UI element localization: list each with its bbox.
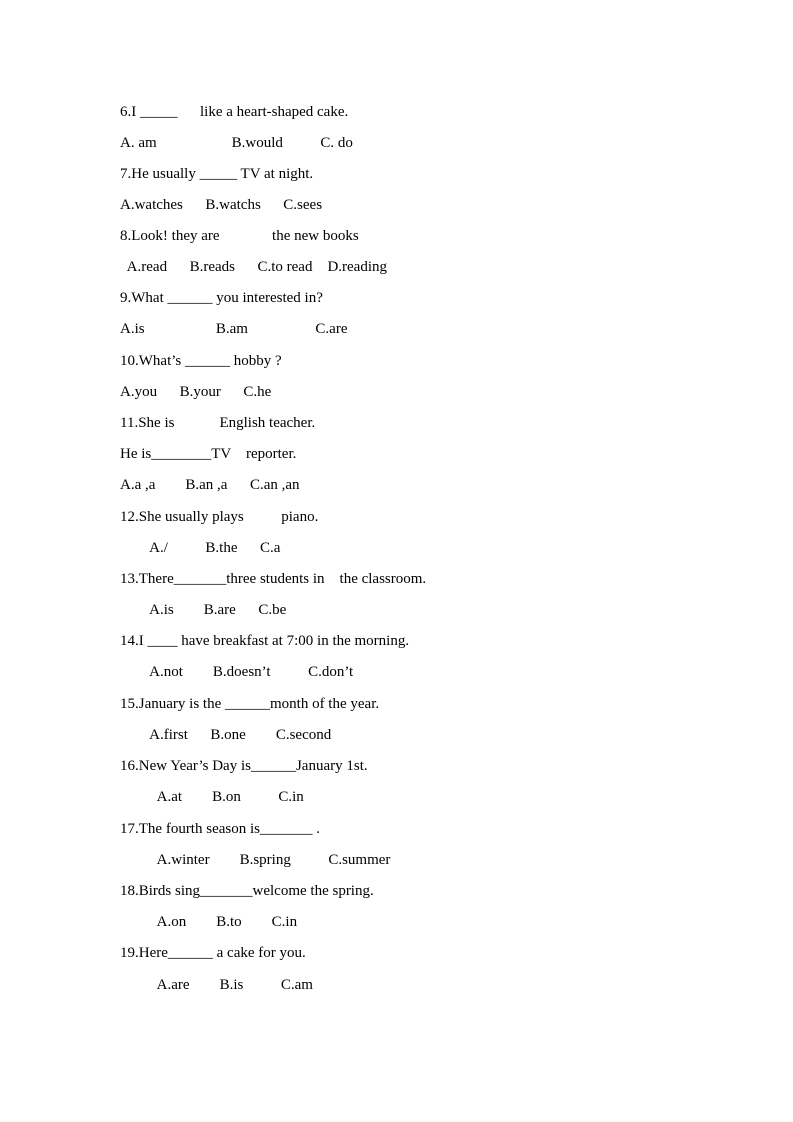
question-10-stem: 10.What’s ______ hobby ? <box>120 353 282 369</box>
question-16-stem: 16.New Year’s Day is______January 1st. <box>120 758 368 774</box>
question-13-stem: 13.There_______three students in the classroom. <box>120 571 427 587</box>
question-18-options: A.on B.to C.in <box>120 914 298 930</box>
question-11-options: A.a ,a B.an ,a C.an ,an <box>120 477 300 493</box>
question-12-stem: 12.She usually plays piano. <box>120 509 319 525</box>
question-17-stem: 17.The fourth season is_______ . <box>120 821 320 837</box>
question-10-options: A.you B.your C.he <box>120 384 272 400</box>
question-18-stem: 18.Birds sing_______welcome the spring. <box>120 883 374 899</box>
question-14-options: A.not B.doesn’t C.don’t <box>120 664 354 680</box>
question-15-options: A.first B.one C.second <box>120 727 332 743</box>
question-14-stem: 14.I ____ have breakfast at 7:00 in the morning. <box>120 633 410 649</box>
question-11-stem-line-2: He is________TV reporter. <box>120 446 297 462</box>
question-16-options: A.at B.on C.in <box>120 789 304 805</box>
question-12-options: A./ B.the C.a <box>120 540 281 556</box>
question-13-options: A.is B.are C.be <box>120 602 287 618</box>
question-7-stem: 7.He usually _____ TV at night. <box>120 166 314 182</box>
question-9-options: A.is B.am C.are <box>120 321 348 337</box>
question-6-stem: 6.I _____ like a heart-shaped cake. <box>120 104 349 120</box>
question-8-stem: 8.Look! they are the new books <box>120 228 359 244</box>
question-11-stem: 11.She is English teacher. <box>120 415 316 431</box>
question-15-stem: 15.January is the ______month of the year. <box>120 696 380 712</box>
question-8-options: A.read B.reads C.to read D.reading <box>120 259 388 275</box>
question-7-options: A.watches B.watchs C.sees <box>120 197 323 213</box>
question-9-stem: 9.What ______ you interested in? <box>120 290 323 306</box>
question-19-options: A.are B.is C.am <box>120 977 313 993</box>
question-17-options: A.winter B.spring C.summer <box>120 852 391 868</box>
question-6-options: A. am B.would C. do <box>120 135 353 151</box>
question-19-stem: 19.Here______ a cake for you. <box>120 945 306 961</box>
